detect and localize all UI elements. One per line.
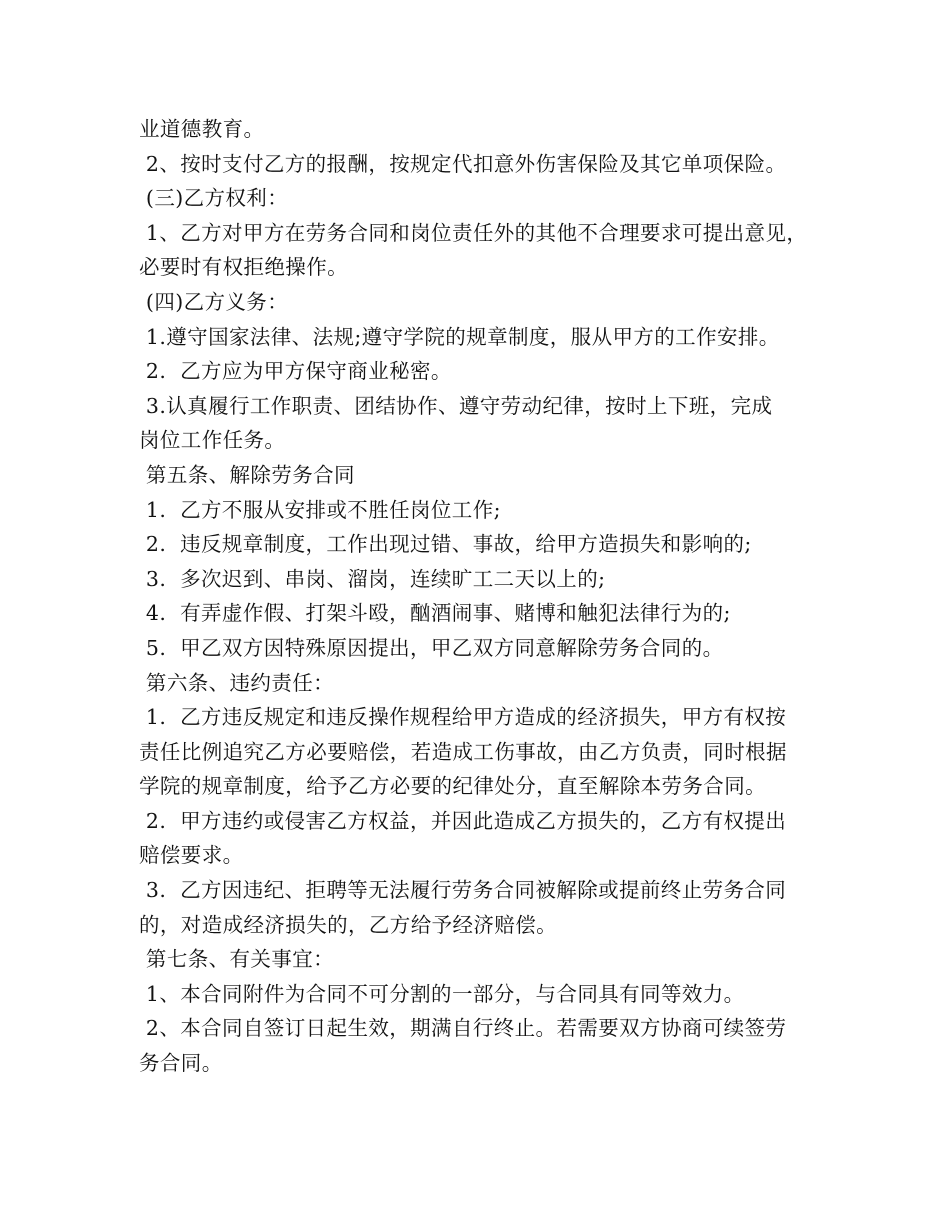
text-line: 1、乙方对甲方在劳务合同和岗位责任外的其他不合理要求可提出意见， [139,220,808,245]
text-line: 的，对造成经济损失的，乙方给予经济赔偿。 [139,912,557,937]
text-line: 1. 乙方违反规定和违反操作规程给甲方造成的经济损失，甲方有权按 [139,705,787,730]
article-heading: 第五条、解除劳务合同 [139,462,355,487]
text-line: 1.遵守国家法律、法规;遵守学院的规章制度，服从甲方的工作安排。 [139,324,780,349]
text-line: 赔偿要求。 [139,843,244,868]
article-heading: 第六条、违约责任： [139,670,335,695]
section-heading: (三)乙方权利： [139,186,289,211]
text-line: 2、本合同自签订日起生效，期满自行终止。若需要双方协商可续签劳 [139,1016,787,1041]
text-line: 3. 乙方因违纪、拒聘等无法履行劳务合同被解除或提前终止劳务合同 [139,878,787,903]
text-line: 岗位工作任务。 [139,428,286,453]
text-line: 5. 甲乙双方因特殊原因提出，甲乙双方同意解除劳务合同的。 [139,635,724,660]
text-line: 业道德教育。 [139,117,265,141]
text-line: 4. 有弄虚作假、打架斗殴，酗酒闹事、赌博和触犯法律行为的; [139,601,731,626]
text-line: 2、按时支付乙方的报酬，按规定代扣意外伤害保险及其它单项保险。 [139,151,787,176]
section-heading: (四)乙方义务： [139,289,289,314]
text-line: 1、本合同附件为合同不可分割的一部分，与合同具有同等效力。 [139,981,745,1006]
text-line: 3.认真履行工作职责、团结协作、遵守劳动纪律，按时上下班，完成 [139,393,773,418]
contract-text [139,112,839,1081]
text-line: 3. 多次迟到、串岗、溜岗，连续旷工二天以上的; [139,566,606,591]
text-line: 责任比例追究乙方必要赔偿，若造成工伤事故，由乙方负责，同时根据 [139,739,787,764]
text-line: 2. 乙方应为甲方保守商业秘密。 [139,359,452,384]
text-line: 2. 违反规章制度，工作出现过错、事故，给甲方造损失和影响的; [139,532,752,557]
text-line: 1. 乙方不服从安排或不胜任岗位工作; [139,497,501,522]
article-heading: 第七条、有关事宜： [139,947,335,972]
text-line: 学院的规章制度，给予乙方必要的纪律处分，直至解除本劳务合同。 [139,774,766,799]
text-line: 务合同。 [139,1051,223,1076]
text-line: 必要时有权拒绝操作。 [139,255,348,280]
text-line: 2. 甲方违约或侵害乙方权益，并因此造成乙方损失的，乙方有权提出 [139,808,787,833]
